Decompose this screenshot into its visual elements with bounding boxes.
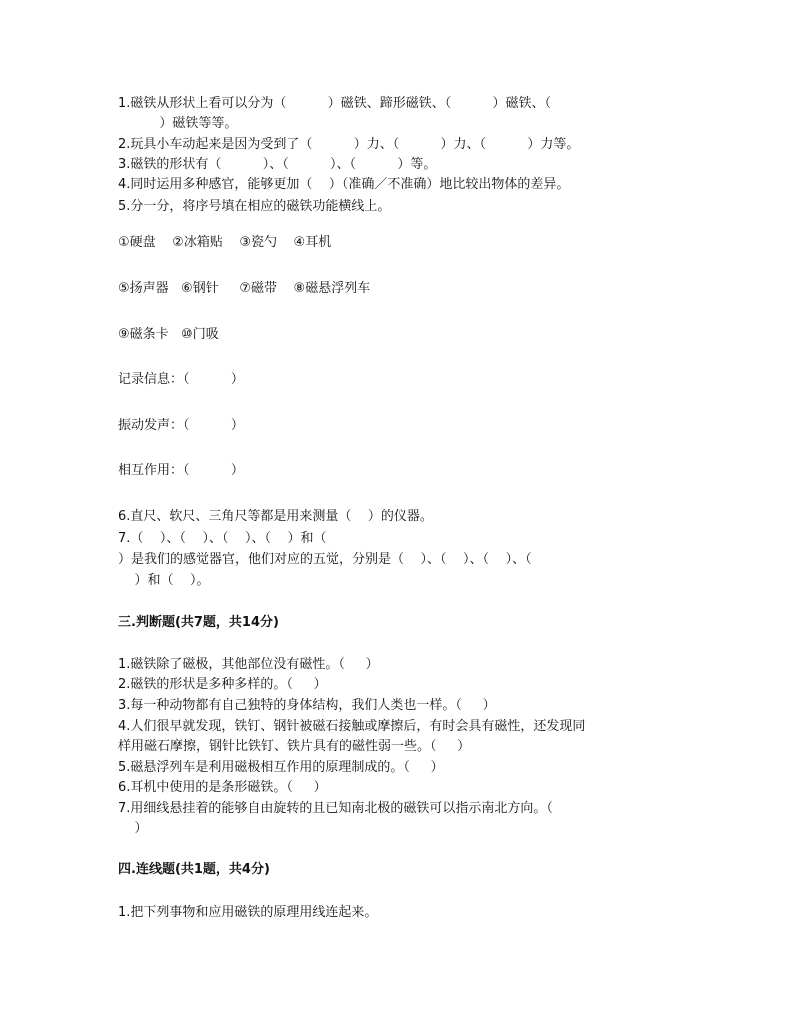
judge-item: 3.每一种动物都有自己独特的身体结构，我们人类也一样。（ ） — [118, 698, 496, 713]
fill-record-info: 记录信息：（ ） — [118, 372, 244, 387]
question-6: 6.直尺、软尺、三角尺等都是用来测量（ ）的仪器。 — [118, 509, 433, 524]
judge-item: 4.人们很早就发现，铁钉、钢针被磁石接触或摩擦后，有时会具有磁性，还发现同 — [118, 719, 586, 734]
question-7-line-1: 7.（ ）、（ ）、（ ）、（ ）和（ — [118, 531, 327, 546]
fill-vibration-sound: 振动发声：（ ） — [118, 418, 244, 433]
question-7-line-3: ）和（ ）。 — [118, 573, 210, 588]
options-row-1: ①硬盘 ②冰箱贴 ③瓷勺 ④耳机 — [118, 235, 332, 250]
judge-item: ） — [118, 821, 148, 836]
question-4: 4.同时运用多种感官，能够更加（ ）（准确／不准确）地比较出物体的差异。 — [118, 177, 570, 192]
judge-item: 样用磁石摩擦，钢针比铁钉、铁片具有的磁性弱一些。（ ） — [118, 739, 471, 754]
question-1-line-2: ）磁铁等等。 — [118, 116, 238, 131]
section-4-title: 四.连线题(共1题，共4分) — [118, 862, 270, 877]
judge-item: 6.耳机中使用的是条形磁铁。（ ） — [118, 780, 327, 795]
question-5: 5.分一分，将序号填在相应的磁铁功能横线上。 — [118, 199, 391, 214]
options-row-3: ⑨磁条卡 ⑩门吸 — [118, 327, 219, 342]
fill-interaction: 相互作用：（ ） — [118, 463, 244, 478]
judge-item: 2.磁铁的形状是多种多样的。（ ） — [118, 677, 327, 692]
matching-question-1: 1.把下列事物和应用磁铁的原理用线连起来。 — [118, 905, 378, 920]
judge-item: 7.用细线悬挂着的能够自由旋转的且已知南北极的磁铁可以指示南北方向。（ — [118, 801, 553, 816]
question-2: 2.玩具小车动起来是因为受到了（ ）力、（ ）力、（ ）力等。 — [118, 137, 580, 152]
section-3-title: 三.判断题(共7题，共14分) — [118, 615, 279, 630]
question-7-line-2: ）是我们的感觉器官，他们对应的五觉，分别是（ ）、（ ）、（ ）、（ — [118, 552, 532, 567]
judge-item: 1.磁铁除了磁极，其他部位没有磁性。（ ） — [118, 657, 379, 672]
question-1-line-1: 1.磁铁从形状上看可以分为（ ）磁铁、蹄形磁铁、（ ）磁铁、（ — [118, 96, 552, 111]
options-row-2: ⑤扬声器 ⑥钢针 ⑦磁带 ⑧磁悬浮列车 — [118, 281, 371, 296]
question-3: 3.磁铁的形状有（ ）、（ ）、（ ）等。 — [118, 157, 437, 172]
judge-item: 5.磁悬浮列车是利用磁极相互作用的原理制成的。（ ） — [118, 760, 444, 775]
